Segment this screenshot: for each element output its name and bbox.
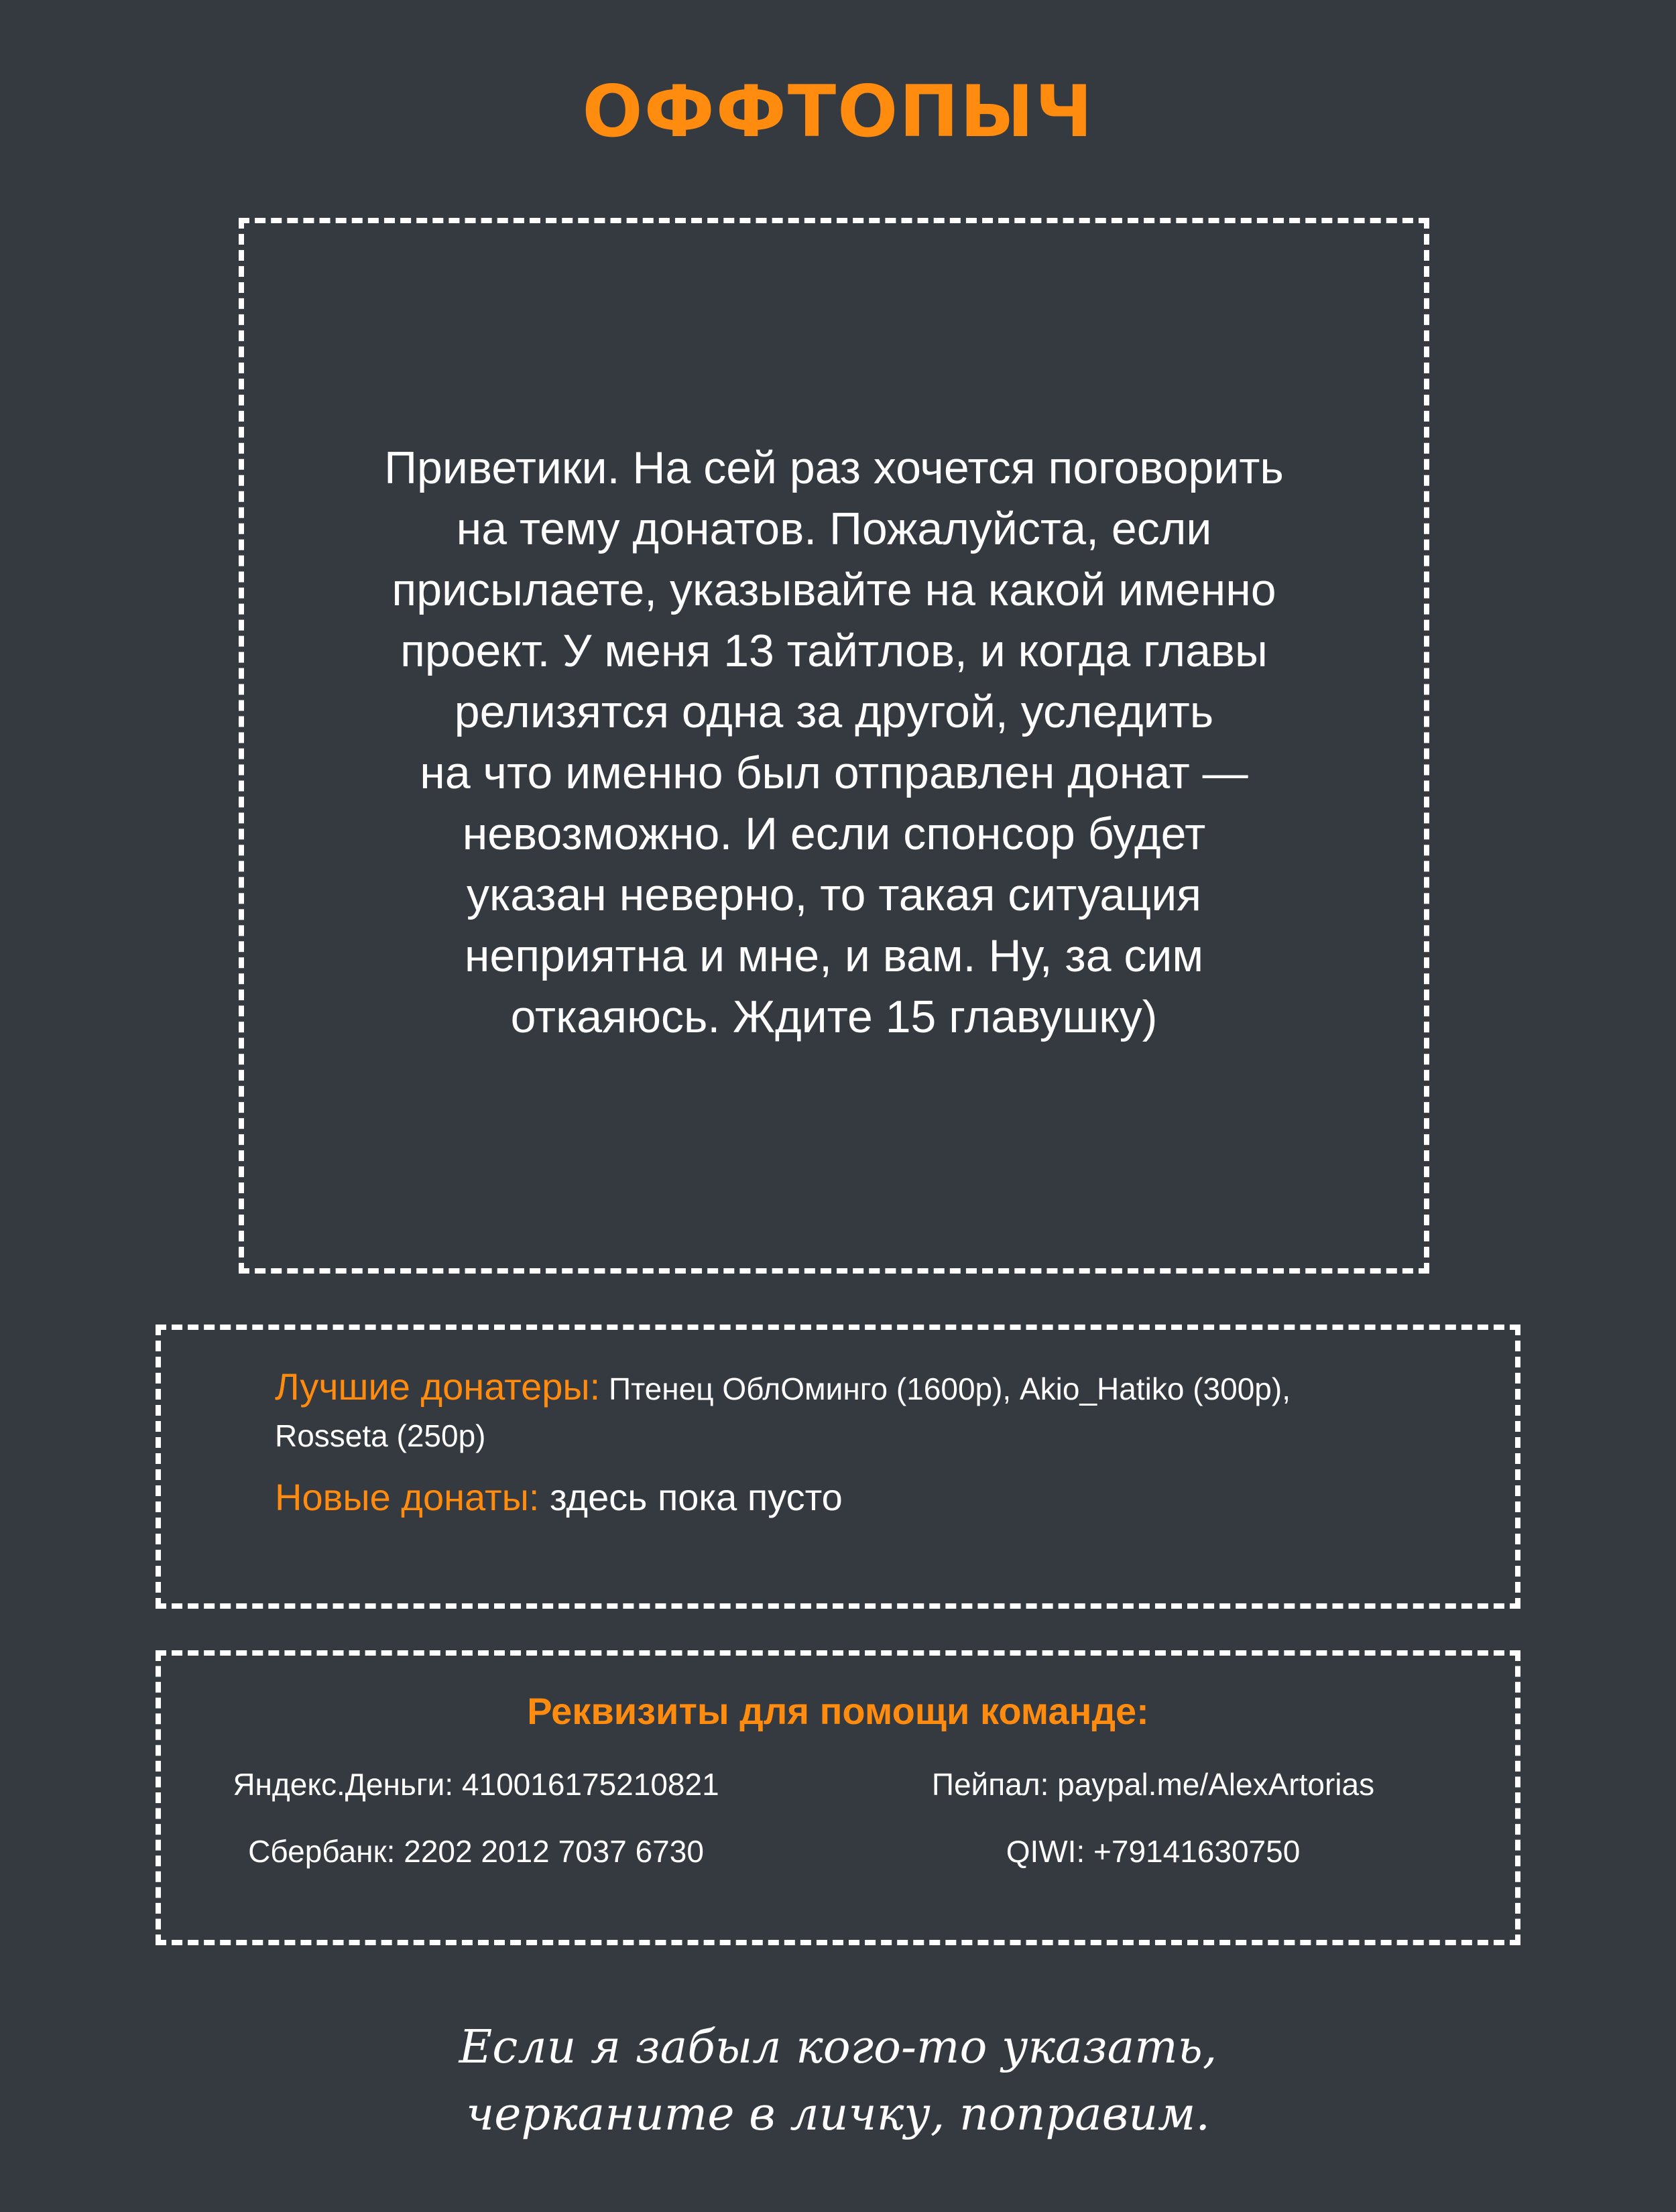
message-text bbox=[244, 438, 1424, 1048]
message-line: неприятна и мне, и вам. Ну, за сим bbox=[464, 930, 1204, 981]
best-donors-value-cont: Rosseta (250р) bbox=[275, 1418, 486, 1453]
message-box bbox=[239, 218, 1429, 1274]
footer-line: Если я забыл кого-то указать, bbox=[459, 2021, 1217, 2074]
requisites-box bbox=[156, 1650, 1520, 1945]
new-donations-value: здесь пока пусто bbox=[539, 1476, 843, 1518]
best-donors-label: Лучшие донатеры: bbox=[275, 1365, 601, 1408]
message-line: указан неверно, то такая ситуация bbox=[466, 869, 1202, 920]
footer-note bbox=[0, 2014, 1676, 2148]
new-donations bbox=[275, 1474, 843, 1521]
page-title: ОФФТОПЫЧ bbox=[582, 70, 1094, 153]
requisite-qiwi: QIWI: +79141630750 bbox=[1006, 1834, 1301, 1869]
new-donations-label: Новые донаты: bbox=[275, 1476, 540, 1518]
footer-line: черканите в личку, поправим. bbox=[466, 2088, 1210, 2141]
message-line: Приветики. На сей раз хочется поговорить bbox=[384, 442, 1284, 493]
message-line: присылаете, указывайте на какой именно bbox=[392, 564, 1276, 615]
requisites-title: Реквизиты для помощи команде: bbox=[527, 1690, 1149, 1732]
message-line: на тему донатов. Пожалуйста, если bbox=[456, 503, 1212, 554]
message-line: релизятся одна за другой, уследить bbox=[454, 686, 1214, 737]
message-line: невозможно. И если спонсор будет bbox=[462, 808, 1206, 859]
message-line: откаяюсь. Ждите 15 главушку) bbox=[510, 991, 1158, 1042]
best-donors bbox=[275, 1363, 1415, 1459]
donors-box bbox=[156, 1325, 1520, 1609]
requisite-paypal: Пейпал: paypal.me/AlexArtorias bbox=[931, 1767, 1375, 1802]
message-line: проект. У меня 13 тайтлов, и когда главы bbox=[400, 625, 1268, 676]
message-line: на что именно был отправлен донат — bbox=[420, 747, 1248, 798]
requisite-sberbank: Сбербанк: 2202 2012 7037 6730 bbox=[248, 1834, 704, 1869]
requisite-yandex: Яндекс.Деньги: 410016175210821 bbox=[233, 1767, 719, 1802]
best-donors-value: Птенец ОблОминго (1600р), Akio_Hatiko (300р), bbox=[600, 1371, 1291, 1406]
